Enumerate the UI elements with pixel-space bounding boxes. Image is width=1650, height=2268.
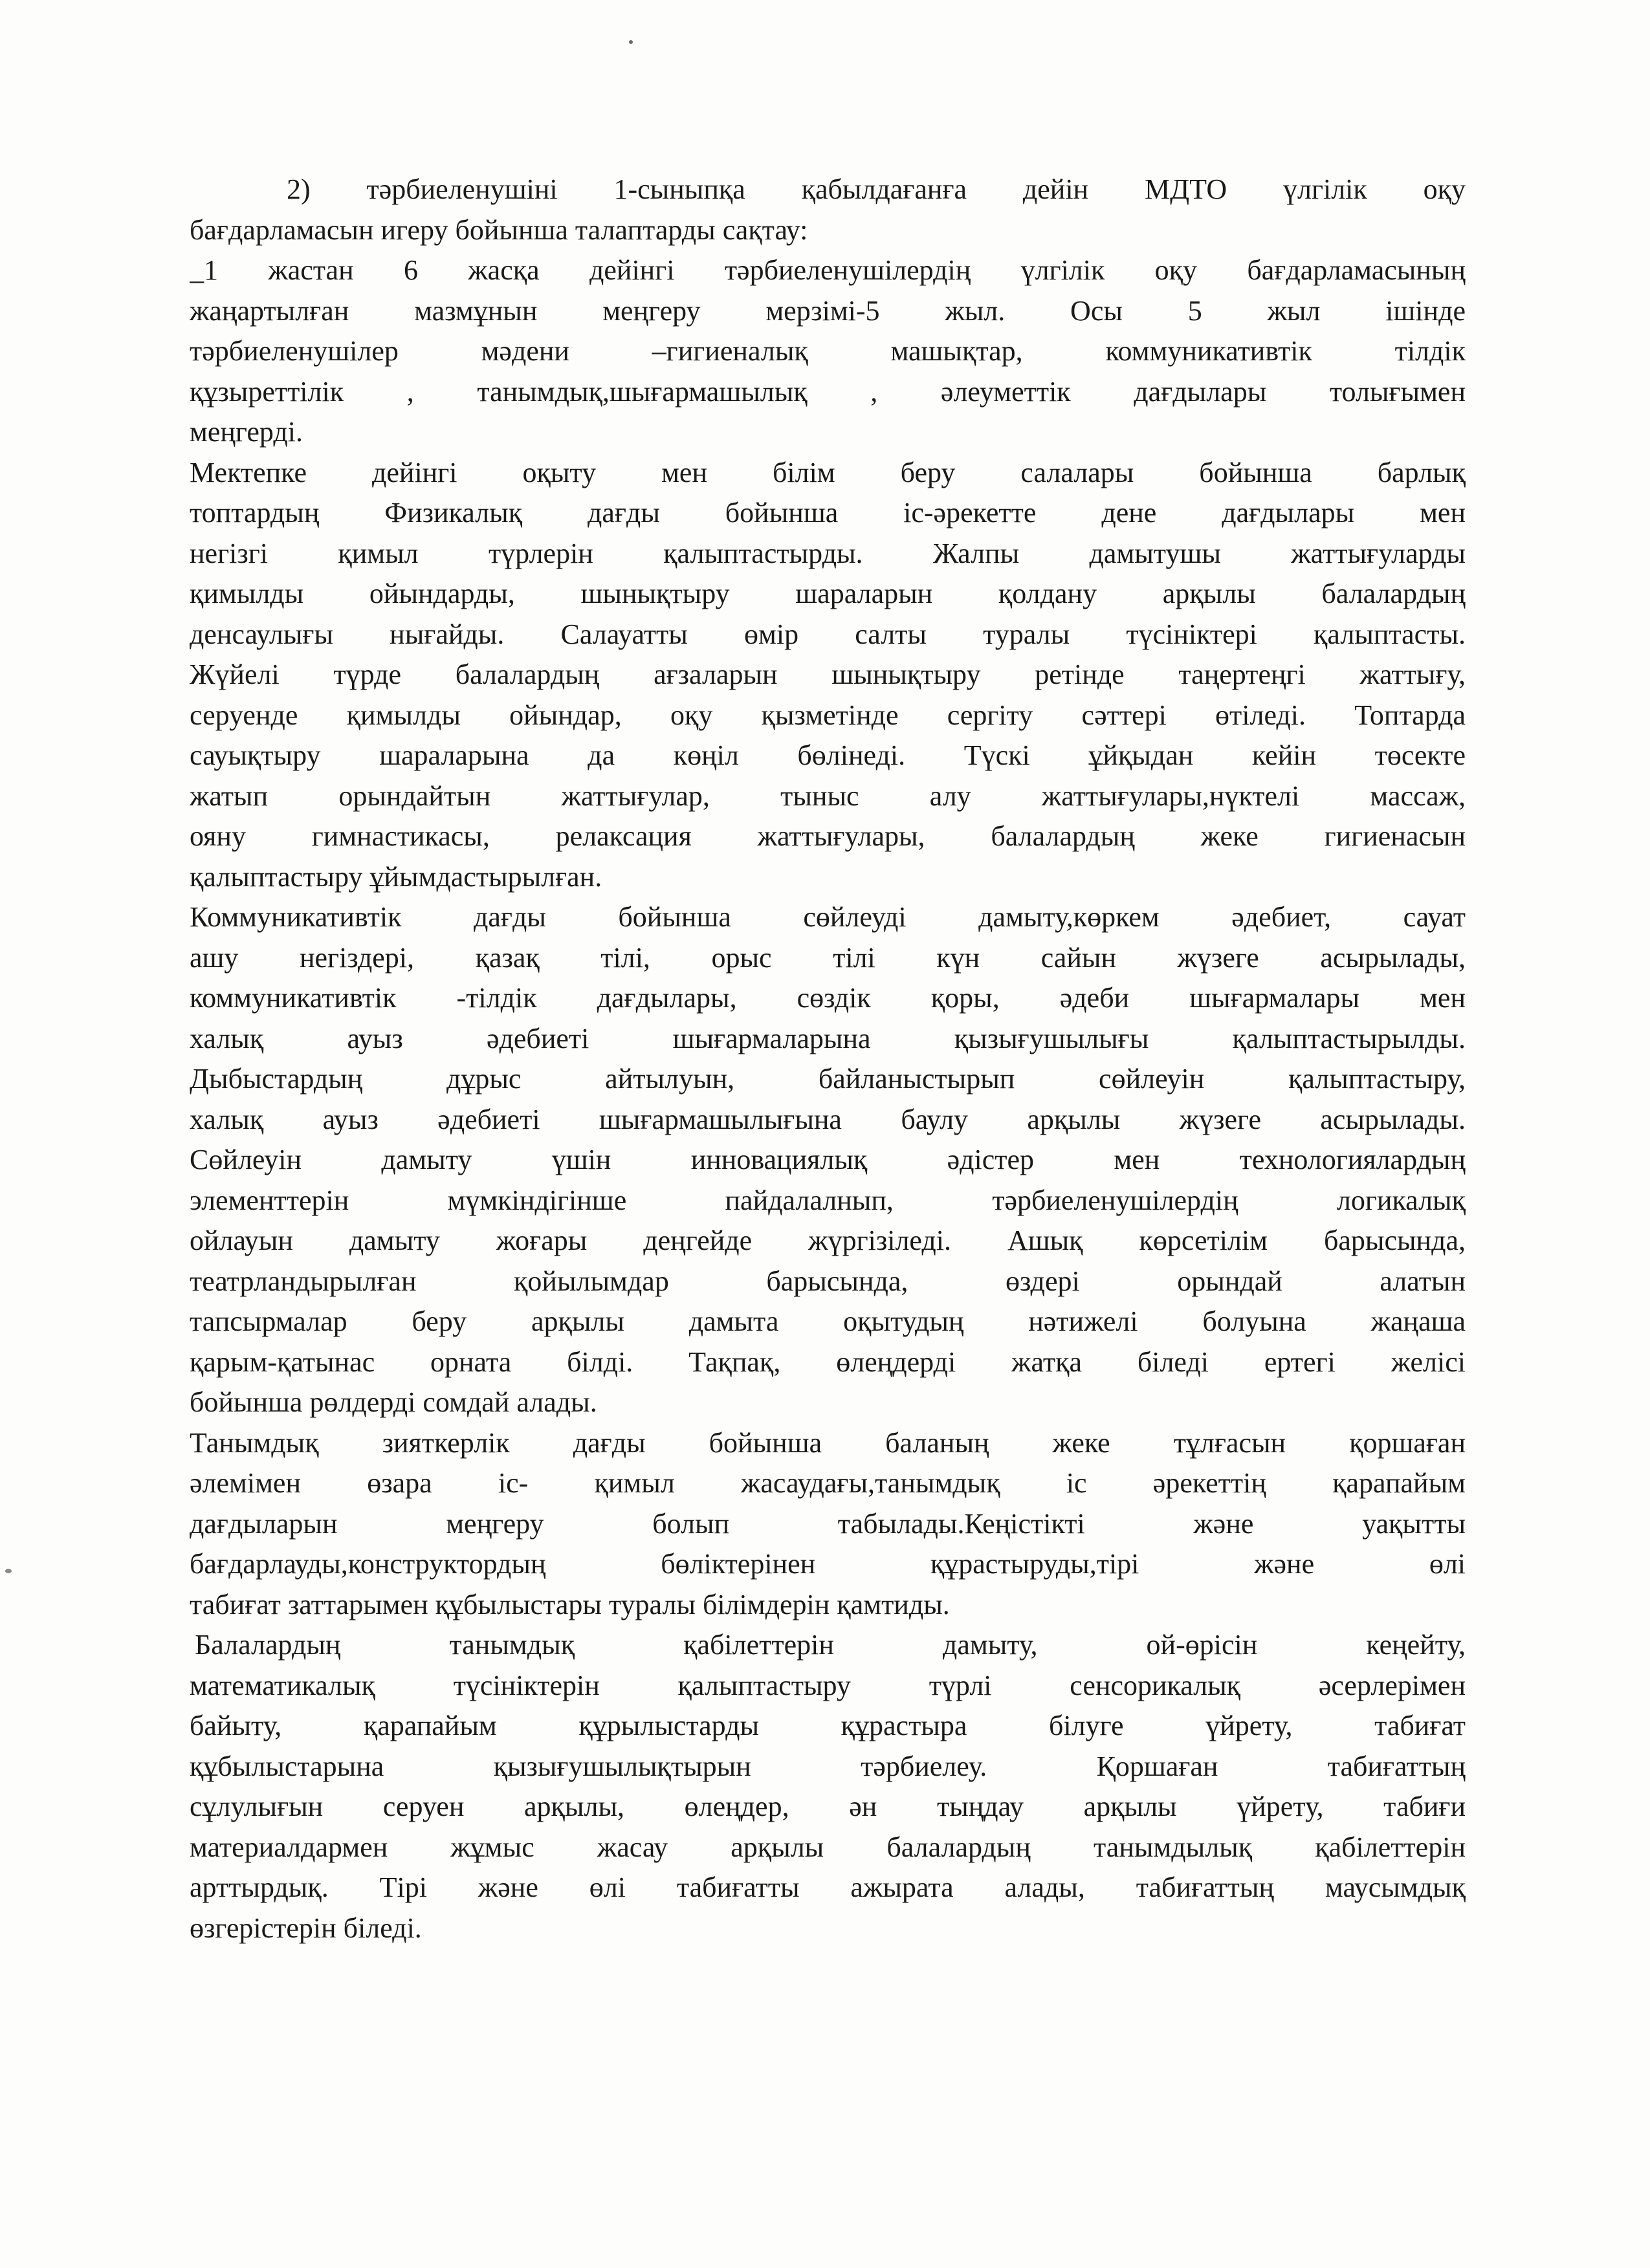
text-line: жаңартылған мазмұнын меңгеру мерзімі-5 жыл. Осы 5 жыл ішінде — [190, 294, 1466, 327]
text-line: қалыптастыру ұйымдастырылған. — [190, 860, 602, 893]
text-line: театрландырылған қойылымдар барысында, өздері орындай алатын — [190, 1265, 1466, 1297]
text-line: өзгерістерін біледі. — [190, 1912, 422, 1944]
text-line: серуенде қимылды ойындар, оқу қызметінде сергіту сәттері өтіледі. Топтарда — [190, 699, 1466, 731]
scan-dot — [629, 40, 633, 44]
text-line: ойлауын дамыту жоғары деңгейде жүргізіледі. Ашық көрсетілім барысында, — [190, 1225, 1466, 1256]
text-line: негізгі қимыл түрлерін қалыптастырды. Жалпы дамытушы жаттығуларды — [190, 537, 1466, 569]
text-line: дағдыларын меңгеру болып табылады.Кеңістікті және уақытты — [190, 1507, 1466, 1540]
text-line: тапсырмалар беру арқылы дамыта оқытудың нәтижелі болуына жаңаша — [190, 1305, 1466, 1337]
text-line: топтардың Физикалық дағды бойынша іс-әрекетте дене дағдылары мен — [190, 497, 1466, 529]
text-line: денсаулығы нығайды. Салауатты өмір салты туралы түсініктері қалыптасты. — [190, 618, 1466, 650]
text-line: ашу негіздері, қазақ тілі, орыс тілі күн сайын жүзеге асырылады, — [190, 941, 1466, 974]
text-line: математикалық түсініктерін қалыптастыру түрлі сенсорикалық әсерлерімен — [190, 1669, 1466, 1701]
text-line: арттырдық. Тірі және өлі табиғатты ажырата алады, табиғаттың маусымдық — [190, 1871, 1466, 1903]
document-body — [190, 169, 1466, 1948]
text-line: Танымдық зияткерлік дағды бойынша баланың жеке тұлғасын қоршаған — [190, 1426, 1466, 1459]
scan-speck — [5, 1569, 12, 1573]
text-line: 2) тәрбиеленушіні 1-сыныпқа қабылдағанға дейін МДТО үлгілік оқу — [287, 173, 1466, 205]
text-line: әлемімен өзара іс- қимыл жасаудағы,танымдық іс әрекеттің қарапайым — [190, 1467, 1466, 1499]
text-line: бойынша рөлдерді сомдай алады. — [190, 1386, 597, 1418]
text-line: элементтерін мүмкіндігінше пайдалалнып, тәрбиеленушілердің логикалық — [190, 1184, 1466, 1216]
text-line: Сөйлеуін дамыту үшін инновациялық әдістер мен технологиялардың — [190, 1144, 1466, 1175]
text-line: сауықтыру шараларына да көңіл бөлінеді. Түскі ұйқыдан кейін төсекте — [190, 739, 1466, 771]
text-line: құбылыстарына қызығушылықтырын тәрбиелеу. Қоршаған табиғаттың — [190, 1750, 1466, 1782]
text-line: ояну гимнастикасы, релаксация жаттығулары, балалардың жеке гигиенасын — [190, 820, 1466, 852]
text-line: халық ауыз әдебиеті шығармаларына қызығушылығы қалыптастырылды. — [190, 1022, 1466, 1054]
text-line: коммуникативтік -тілдік дағдылары, сөздік қоры, әдеби шығармалары мен — [190, 982, 1466, 1014]
text-line: Мектепке дейінгі оқыту мен білім беру салалары бойынша барлық — [190, 456, 1466, 488]
text-line: бағдарламасын игеру бойынша талаптарды сақтау: — [190, 213, 808, 246]
text-line: меңгерді. — [190, 416, 303, 448]
text-line: Коммуникативтік дағды бойынша сөйлеуді дамыту,көркем әдебиет, сауат — [190, 901, 1466, 933]
text-line: Дыбыстардың дұрыс айтылуын, байланыстырып сөйлеуін қалыптастыру, — [190, 1063, 1466, 1095]
text-line: _1 жастан 6 жасқа дейінгі тәрбиеленушілердің үлгілік оқу бағдарламасының — [190, 254, 1466, 286]
text-line: Балалардың танымдық қабілеттерін дамыту, ой-өрісін кеңейту, — [195, 1629, 1466, 1661]
text-line: материалдармен жұмыс жасау арқылы балалардың танымдылық қабілеттерін — [190, 1831, 1466, 1863]
text-line: қимылды ойындарды, шынықтыру шараларын қолдану арқылы балалардың — [190, 578, 1466, 609]
text-line: байыту, қарапайым құрылыстарды құрастыра білуге үйрету, табиғат — [190, 1710, 1466, 1741]
text-line: тәрбиеленушілер мәдени –гигиеналық машықтар, коммуникативтік тілдік — [190, 335, 1466, 367]
text-line: Жүйелі түрде балалардың ағзаларын шынықтыру ретінде таңертеңгі жаттығу, — [190, 659, 1466, 690]
text-line: сұлулығын серуен арқылы, өлеңдер, ән тыңдау арқылы үйрету, табиғи — [190, 1791, 1466, 1822]
text-line: халық ауыз әдебиеті шығармашылығына баулу арқылы жүзеге асырылады. — [190, 1103, 1466, 1135]
text-line: жатып орындайтын жаттығулар, тыныс алу жаттығулары,нүктелі массаж, — [190, 780, 1466, 812]
text-line: қарым-қатынас орната білді. Тақпақ, өлеңдерді жатқа біледі ертегі желісі — [190, 1346, 1466, 1378]
text-line: құзыреттілік , танымдық,шығармашылық , әлеуметтік дағдылары толығымен — [190, 375, 1466, 408]
text-line: бағдарлауды,конструктордың бөліктерінен құрастыруды,тірі және өлі — [190, 1548, 1466, 1580]
text-line: табиғат заттарымен құбылыстары туралы білімдерін қамтиды. — [190, 1588, 950, 1620]
